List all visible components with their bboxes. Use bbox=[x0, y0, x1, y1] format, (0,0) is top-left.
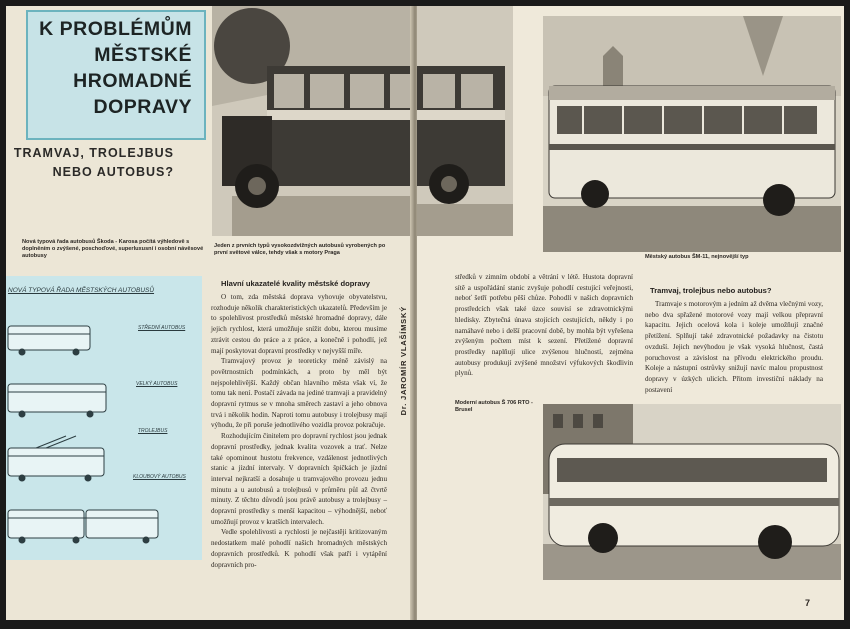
article-heading-quality: Hlavní ukazatelé kvality městské dopravy bbox=[221, 279, 370, 288]
article-column-2 bbox=[455, 272, 633, 379]
caption-sm11: Městský autobus ŠM-11, nejnovější typ bbox=[645, 254, 749, 260]
vintage-bus-photo-continued bbox=[417, 6, 513, 236]
headline-line-1: K PROBLÉMŮM bbox=[39, 18, 192, 40]
paragraph: Vedle spolehlivosti a rychlosti je nejčastěji kritizovaným nedostatkem malé pohodlí našich hromadných městských dopravních prostředků. K pohodlí však patří i vytápění dopravních pro- bbox=[211, 528, 387, 569]
sb706-bus-photo bbox=[543, 404, 841, 580]
page-number: 7 bbox=[805, 598, 811, 608]
right-page bbox=[417, 6, 844, 620]
article-column-1 bbox=[211, 292, 387, 570]
article-column-3 bbox=[645, 299, 823, 395]
author-byline: Dr. JAROMÍR VLAŠÍMSKÝ bbox=[399, 306, 408, 416]
article-heading-tram: Tramvaj, trolejbus nebo autobus? bbox=[650, 286, 772, 295]
bus-series-diagram bbox=[6, 276, 202, 560]
headline-line-2: MĚSTSKÉ bbox=[94, 44, 192, 66]
caption-first-bus: Jeden z prvních typů vysokozdvižných autobusů vyrobených po první světové válce, tehdy však s motory Praga bbox=[214, 243, 386, 256]
sm11-bus-photo bbox=[543, 16, 841, 252]
paragraph: Tramvaje s motorovým a jedním až dvěma vlečnými vozy, nebo dva spřažené motorové vozy mají velkou přepravní kapacitu. Jejich ocelová kola i koleje umožňují značné přetížení. Splňují také zdravotnické požadavky na čistotu ovzduší. Jejich nevýhodou je však vysoká hlučnost, častá poruchovost a závislost na přívodu elektrického proudu. Koleje a nástupní ostrůvky snižují navíc malou propustnost dopravy v úzkých ulicích. Přitom investiční náklady na postavení bbox=[645, 300, 823, 394]
subheadline bbox=[14, 144, 174, 182]
label-articulated-bus: KLOUBOVÝ AUTOBUS bbox=[133, 474, 186, 480]
caption-skoda-series: Nová typová řada autobusů Škoda - Karosa počítá výhledově s doplněním o zvýšené, poschoďové, superluxusní i osobní návěsové autobusy bbox=[22, 239, 204, 259]
label-large-bus: VELKÝ AUTOBUS bbox=[136, 381, 178, 387]
paragraph: Tramvajový provoz je teoreticky méně závislý na povětrnostních podmínkách, a proto by měl být nejspolehlivější. Každý občan hlavního města však ví, že tomu tak není. Postačí závada na jediné tramvaji a pravidelný dopravní rytmus se v mnoha směrech zastaví a jeho obnova trvá i několik hodin. Naproti tomu autobusy i trolejbusy mají výhodu, že při poruše jednotlivého vozidla provoz pokračuje. bbox=[211, 357, 387, 430]
paragraph: Rozhodujícím činitelem pro dopravní rychlost jsou jednak dopravní prostředky, jednak kvalita vozovek a trať. Nelze také opominout hustotu frekvence, vzdálenost jednotlivých stanic a jízdní intervaly. V dopravních špičkách je jízdní interval nejkratší a dosahuje u tramvajového provozu jednu minutu a u autobusů a trolejbusů v průměru půl až čtvrtě minuty. Z těchto důvodů jsou právě autobusy a trolejbusy – dopravní prostředky s menší kapacitou – výhodnější, neboť umožňují provoz v kratších intervalech. bbox=[211, 432, 387, 526]
paragraph: středků v zimním období a větrání v létě. Hustota dopravní sítě a uspořádání stanic zvyšuje pohodlí cestující veřejnosti, neboť šetří potřebu pěší chůze. Pohodlí v našich dopravních prostředcích však také úzce souvisí se zdravotnickými hledisky. Zbytečná únava stojících cestujících, někdy i po namáhavé nebo i delší pracovní době, by mohla být vyřešena zvýšeným počtem míst k sezení. Přetížené dopravní prostředky naplňují ulice zvýšenou hlučností, zejména autobusy produkují zvýšené množství výfukových škodlivin plynů. bbox=[455, 273, 633, 378]
headline-line-4: DOPRAVY bbox=[93, 96, 192, 118]
headline-line-3: HROMADNÉ bbox=[73, 70, 192, 92]
subheadline-line-2: NEBO AUTOBUS? bbox=[52, 165, 174, 179]
label-trolleybus: TROLEJBUS bbox=[138, 428, 168, 434]
headline bbox=[39, 16, 192, 120]
left-page bbox=[6, 6, 414, 620]
caption-sb706: Moderní autobus Š 706 RTO - Brusel bbox=[455, 400, 533, 413]
subheadline-line-1: TRAMVAJ, TROLEJBUS bbox=[13, 146, 174, 160]
paragraph: O tom, zda městská doprava vyhovuje obyvatelstvu, rozhoduje několik charakteristických ukazatelů. Především je to spolehlivost prostředků městské hromadné dopravy, dále jejich rychlost, která umožňuje snížit dobu, kterou musíme ztrávit cestou do práce a z práce, a konečně i pohodlí, jež mají poskytovat dopravní prostředky v nejvyšší míře. bbox=[211, 293, 387, 355]
vintage-bus-photo bbox=[212, 6, 414, 236]
headline-box bbox=[26, 10, 206, 140]
label-medium-bus: STŘEDNÍ AUTOBUS bbox=[138, 325, 186, 331]
diagram-title: NOVÁ TYPOVÁ ŘADA MĚSTSKÝCH AUTOBUSŮ bbox=[8, 287, 155, 294]
